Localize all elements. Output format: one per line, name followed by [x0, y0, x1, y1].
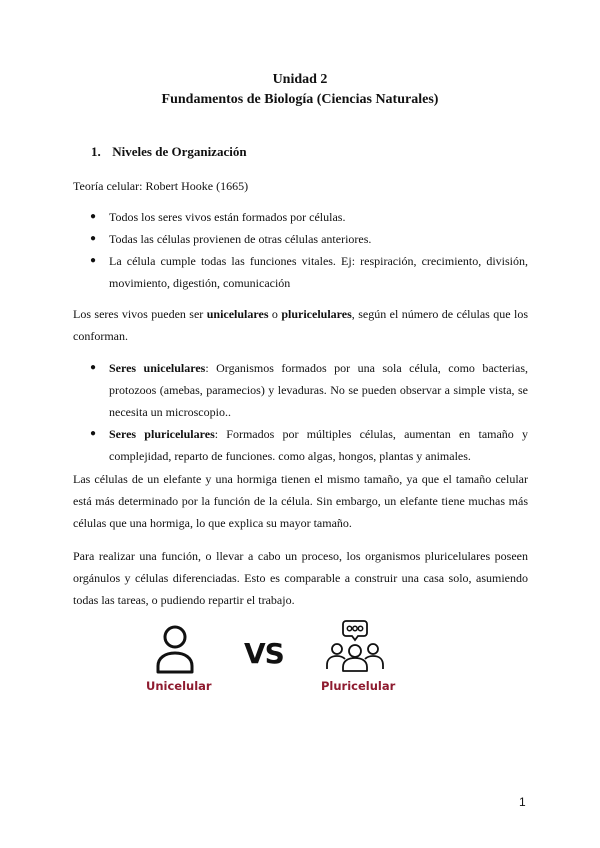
subject-title: Fundamentos de Biología (Ciencias Naturales): [161, 92, 439, 107]
bullet-icon: ●: [90, 255, 97, 266]
pluricelular-label: Pluricelular: [321, 679, 396, 693]
list-item: ● Seres pluricelulares: Formados por múltiples células, aumentan en tamaño y complejidad, reparto de funciones. como algas, hongos, plantas y animales.: [73, 423, 528, 467]
type-term: Seres unicelulares: [109, 361, 206, 375]
list-item: ● Seres unicelulares: Organismos formados por una sola célula, como bacterias, protozoos (amebas, paramecios) y levaduras. No se pueden observar a simple vista, se necesita un microscopio..: [73, 357, 528, 423]
page-number: 1: [519, 795, 526, 809]
theory-bullet-list: [73, 206, 528, 294]
list-item: ● La célula cumple todas las funciones vitales. Ej: respiración, crecimiento, división, movimiento, digestión, comunicación: [73, 250, 528, 294]
classification-paragraph: Los seres vivos pueden ser unicelulares o pluricelulares, según el número de células que los conforman.: [73, 307, 528, 343]
unicelular-vs-pluricelular-figure: [0, 615, 600, 705]
section-number: 1.: [91, 144, 101, 159]
single-person-icon: [153, 623, 197, 680]
differentiation-paragraph: Para realizar una función, o llevar a cabo un proceso, los organismos pluricelulares poseen orgánulos y células diferenciadas. Esto es comparable a construir una casa solo, asumiendo todas las tareas, o pudiendo repartir el trabajo.: [73, 549, 528, 607]
section-heading: [91, 144, 247, 160]
term-pluricelulares: pluricelulares: [281, 307, 352, 321]
types-bullet-list: [73, 357, 528, 467]
cell-size-paragraph: Las células de un elefante y una hormiga tienen el mismo tamaño, ya que el tamaño celular está más determinado por la función de la célula. Sin embargo, un elefante tiene muchas más células que una hormiga, lo que explica su mayor tamaño.: [73, 472, 528, 530]
vs-text: VS: [244, 637, 284, 670]
list-item: ● Todos los seres vivos están formados por células.: [73, 206, 528, 228]
list-item: ● Todas las células provienen de otras células anteriores.: [73, 228, 528, 250]
bullet-icon: ●: [90, 428, 97, 439]
term-unicelulares: unicelulares: [206, 307, 269, 321]
bullet-icon: ●: [90, 211, 97, 222]
bullet-icon: ●: [90, 233, 97, 244]
unicelular-label: Unicelular: [146, 679, 212, 693]
intro-line: Teoría celular: Robert Hooke (1665): [73, 179, 249, 193]
type-term: Seres pluricelulares: [109, 427, 215, 441]
group-people-icon: [325, 619, 385, 680]
bullet-icon: ●: [90, 362, 97, 373]
section-title: Niveles de Organización: [112, 144, 247, 159]
unit-title: Unidad 2: [272, 72, 328, 87]
